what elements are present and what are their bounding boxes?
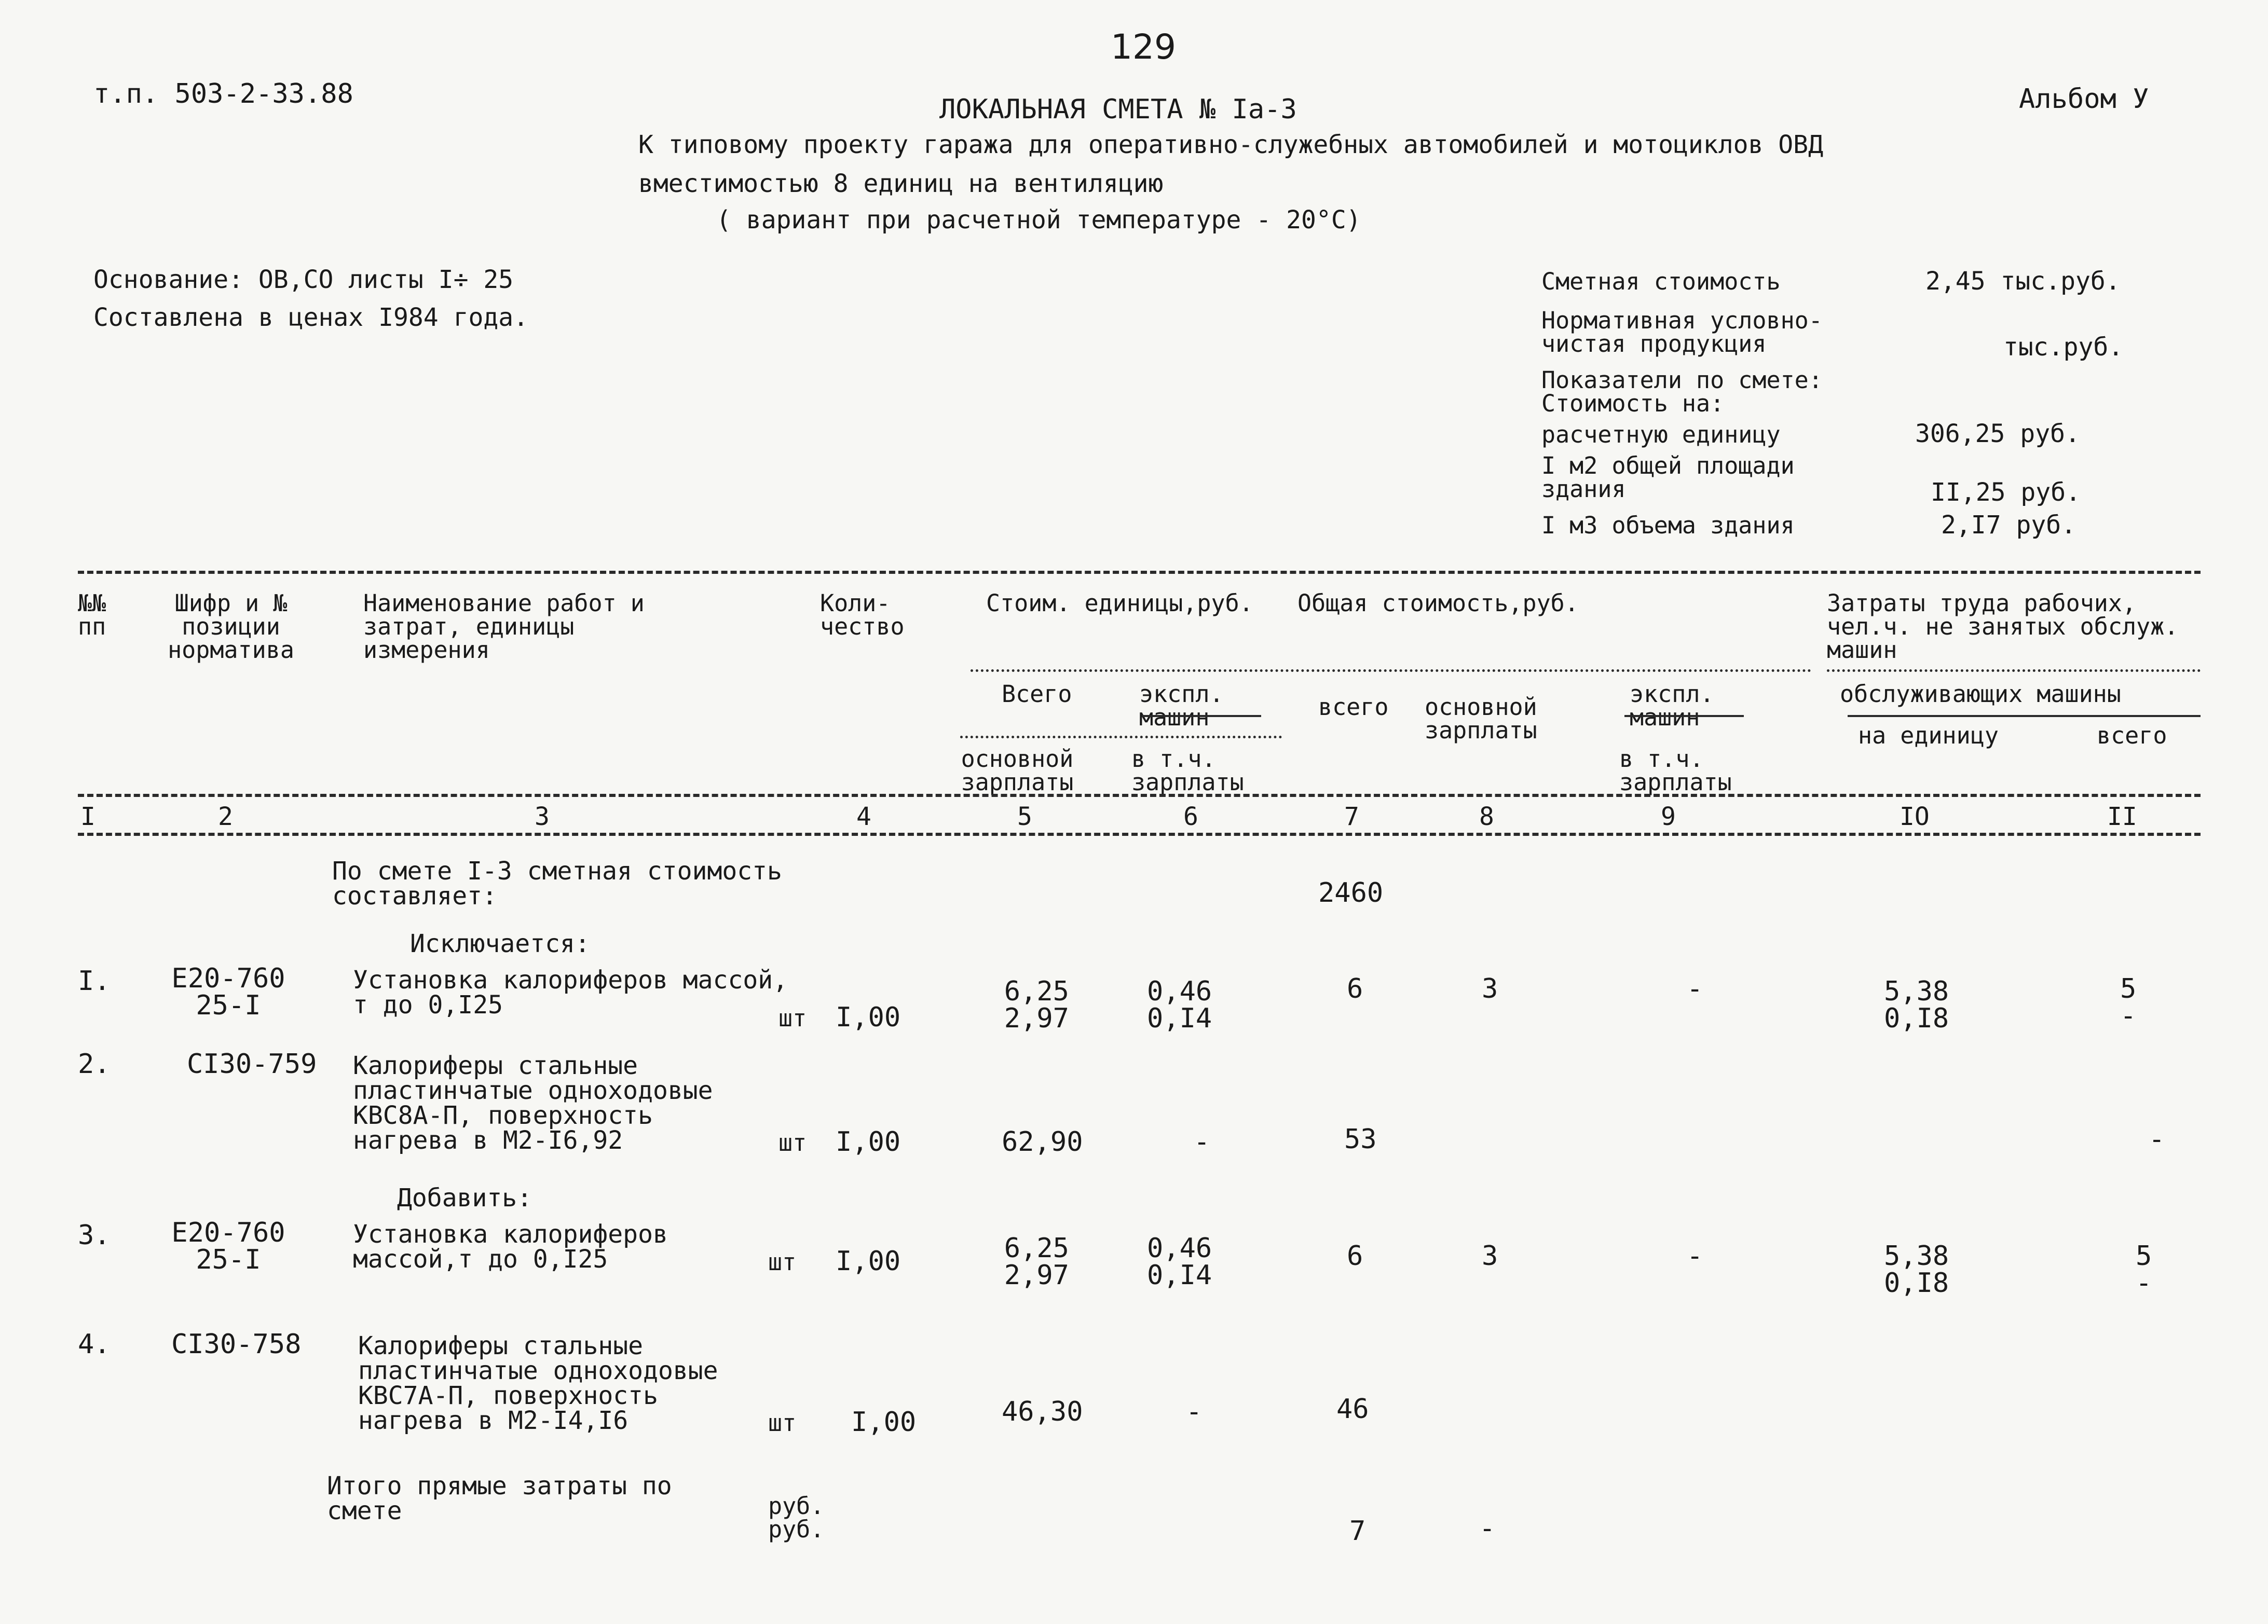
album-label: Альбом У [2019,84,2149,115]
header-cost-divider [971,669,1811,672]
col-num-8: 8 [1479,802,1494,831]
header-serving: обслуживающих машины [1840,680,2121,708]
row-labor-all: 5 - [2120,973,2137,1031]
row-total: 6 [1347,1241,1363,1272]
row-code: СI30-758 [171,1329,302,1360]
per-m2-value: II,25 руб. [1931,478,2081,507]
row-code: Е20-760 25-I [171,1217,285,1275]
row-labor-unit: 5,38 0,I8 [1884,976,1949,1034]
row-unit-cost: 62,90 [1002,1126,1083,1158]
col-num-11: II [2107,802,2137,831]
row-unit-cost: 6,25 2,97 [1004,976,1069,1034]
footer-units: руб. руб. [768,1492,825,1543]
header-unit-cost: Стоим. единицы,руб. [986,589,1253,617]
row-unit-cost: 6,25 2,97 [1004,1233,1069,1291]
row-num: I. [78,966,111,997]
row-total: 53 [1344,1124,1377,1155]
indicators-label: Показатели по смете: Стоимость на: [1541,366,1823,417]
intro-value: 2460 [1318,877,1384,909]
col-num-9: 9 [1661,802,1676,831]
col-num-1: I [80,802,95,831]
header-unit-total: Всего [1002,680,1072,708]
row-code: СI30-759 [187,1049,317,1080]
header-labor: Затраты труда рабочих, чел.ч. не занятых обслуж. машин [1827,589,2179,664]
excluded-label: Исключается: [410,929,590,958]
per-unit-value: 306,25 руб. [1915,419,2080,448]
row-num: 4. [78,1329,111,1360]
table-top-rule [78,571,2201,574]
row-name: Калориферы стальные пластинчатые одноходовые КВС7А-П, поверхность нагрева в М2-I4,I6 [358,1331,718,1435]
doc-code: т.п. 503-2-33.88 [93,78,353,109]
footer-total: 7 [1349,1516,1366,1547]
per-m3-value: 2,I7 руб. [1941,511,2076,540]
header-per-unit: на единицу [1858,722,1999,749]
header-qty: Коли- чество [820,589,905,640]
subtitle-line-1: К типовому проекту гаража для оперативно-служебных автомобилей и мотоциклов ОВД [638,130,1823,159]
estimated-cost-label: Сметная стоимость [1541,268,1781,295]
col-num-10: IO [1900,802,1930,831]
row-labor-all: - [2149,1124,2165,1155]
col-num-6: 6 [1183,802,1198,831]
row-mach: - [1194,1126,1210,1158]
footer-wage: - [1479,1513,1496,1544]
row-code: Е20-760 25-I [171,963,285,1021]
row-wage: 3 [1482,973,1498,1004]
row-labor-all: 5 - [2136,1241,2152,1299]
header-tot-all: всего [1318,693,1389,721]
row-unit: шт [778,1129,807,1157]
per-m3-label: I м3 объема здания [1541,512,1795,539]
col-num-7: 7 [1344,802,1359,831]
column-numbers-top-rule [78,794,2201,797]
row-qty: I,00 [836,1002,901,1033]
col-num-4: 4 [856,802,871,831]
header-tot-mach-underline [1624,715,1744,717]
row-num: 3. [78,1220,111,1251]
header-unit-wage: основной зарплаты [961,745,1074,796]
header-serving-underline [1848,715,2201,717]
row-unit: шт [768,1409,797,1437]
header-tot-mach: экспл. машин [1630,680,1714,731]
header-total-cost: Общая стоимость,руб. [1297,589,1579,617]
row-num: 2. [78,1049,111,1080]
header-labor-divider [1827,669,2201,672]
header-unit-subdivider [960,736,1282,738]
row-qty: I,00 [851,1407,917,1438]
row-qty: I,00 [836,1126,901,1158]
row-total: 6 [1347,973,1363,1004]
normative-product-label: Нормативная условно- чистая продукция [1541,307,1823,357]
row-tot-mach: - [1687,973,1703,1004]
per-m2-label: I м2 общей площади здания [1541,452,1795,503]
page-number: 129 [1111,27,1176,67]
row-mach: - [1186,1396,1203,1427]
document-title: ЛОКАЛЬНАЯ СМЕТА № Iа-3 [939,94,1297,125]
row-unit-cost: 46,30 [1002,1396,1083,1427]
intro-text: По смете I-3 сметная стоимость составляет: [332,857,782,911]
col-num-2: 2 [218,802,233,831]
subtitle-line-3: ( вариант при расчетной температуре - 20°С) [716,205,1361,235]
row-tot-mach: - [1687,1241,1703,1272]
added-label: Добавить: [397,1183,532,1213]
header-unit-mach-underline [1142,715,1261,717]
col-num-3: 3 [535,802,550,831]
row-qty: I,00 [836,1246,901,1277]
prices-year-text: Составлена в ценах I984 года. [93,303,529,332]
header-tot-wage: основной зарплаты [1425,693,1537,744]
row-unit: шт [768,1248,797,1276]
header-unit-mach: экспл. машин [1139,680,1224,731]
row-labor-unit: 5,38 0,I8 [1884,1241,1949,1299]
row-name: Установка калориферов массой,т до 0,I25 [353,1220,668,1274]
row-mach: 0,46 0,I4 [1147,1233,1212,1291]
row-mach: 0,46 0,I4 [1147,976,1212,1034]
row-name: Установка калориферов массой, т до 0,I25 [353,966,788,1020]
col-num-5: 5 [1017,802,1032,831]
header-name: Наименование работ и затрат, единицы измерения [363,589,645,664]
header-num: №№ пп [78,589,106,640]
normative-product-value: тыс.руб. [2003,333,2124,362]
basis-text: Основание: ОВ,СО листы I÷ 25 [93,265,514,294]
header-code: Шифр и № позиции норматива [168,589,294,664]
footer-label: Итого прямые затраты по смете [327,1471,672,1525]
row-unit: шт [778,1004,807,1032]
header-all: всего [2097,722,2167,749]
subtitle-line-2: вместимостью 8 единиц на вентиляцию [638,169,1164,198]
per-unit-label: расчетную единицу [1541,421,1781,448]
row-name: Калориферы стальные пластинчатые одноходовые КВС8А-П, поверхность нагрева в М2-I6,92 [353,1051,713,1155]
header-unit-mach-wage: в т.ч. зарплаты [1131,745,1244,796]
row-total: 46 [1336,1394,1369,1425]
row-wage: 3 [1482,1241,1498,1272]
estimated-cost-value: 2,45 тыс.руб. [1925,267,2121,296]
header-tot-mach-wage: в т.ч. зарплаты [1619,745,1732,796]
column-numbers-bottom-rule [78,833,2201,836]
